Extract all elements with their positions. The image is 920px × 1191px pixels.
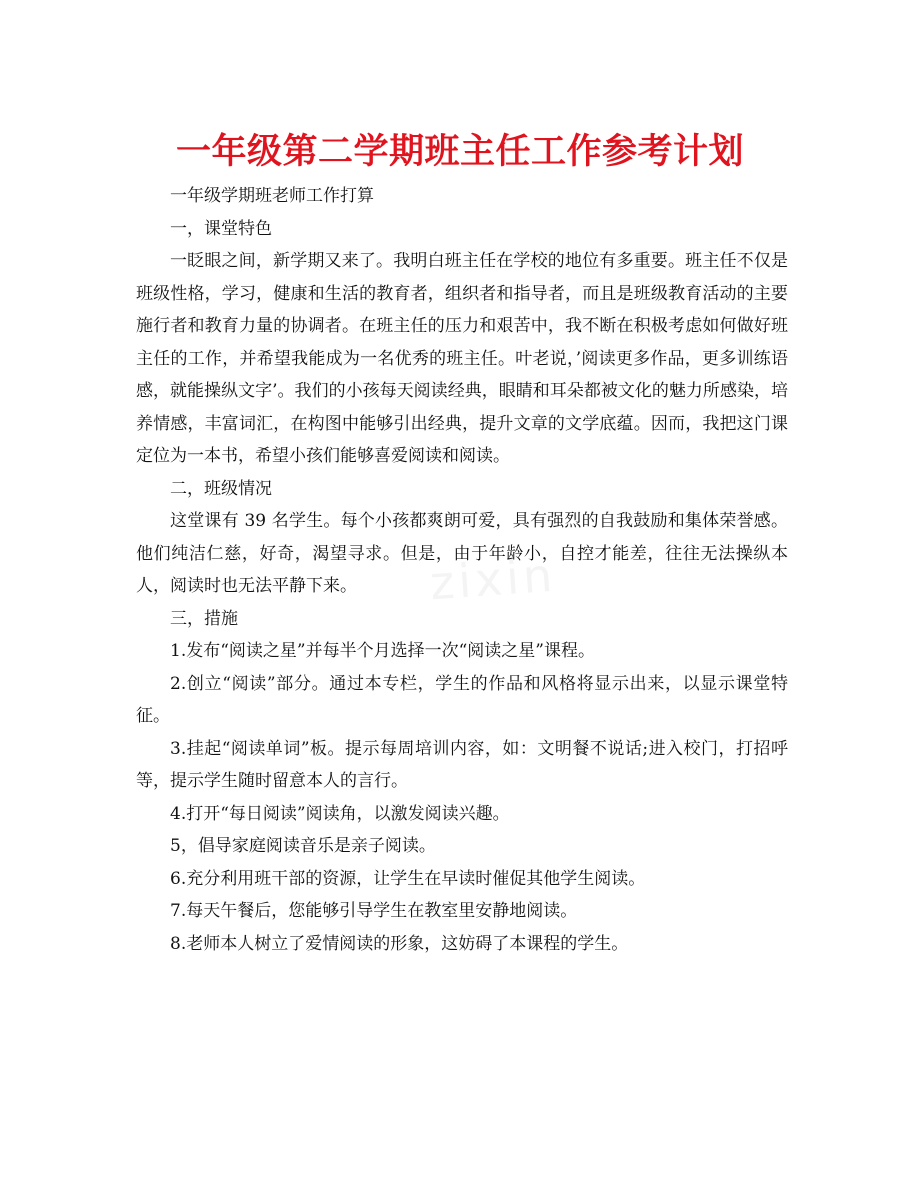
measure-item-7: 7.每天午餐后，您能够引导学生在教室里安静地阅读。	[170, 901, 578, 921]
watermark: zixin	[428, 547, 558, 611]
document-body	[136, 180, 788, 960]
measure-item-8: 8.老师本人树立了爱情阅读的形象，这妨碍了本课程的学生。	[170, 933, 629, 954]
measure-item-4: 4.打开“每日阅读”阅读角，以激发阅读兴趣。	[170, 803, 510, 824]
measure-item-6: 6.充分利用班干部的资源，让学生在早读时催促其他学生阅读。	[170, 868, 646, 889]
paragraph-class-features: 一眨眼之间，新学期又来了。我明白班主任在学校的地位有多重要。班主任不仅是班级性格，学习，健康和生活的教育者，组织者和指导者，而且是班级教育活动的主要施行者和教育力量的协调者。在班主任的压力和艰苦中，我不断在积极考虑如何做好班主任的工作，并希望我能成为一名优秀的班主任。叶老说，’阅读更多作品，更多训练语感，就能操纵文字’。我们的小孩每天阅读经典，眼睛和耳朵都被文化的魅力所感染，培养情感，丰富词汇，在构图中能够引出经典，提升文章的文学底蕴。因而，我把这门课定位为一本书，希望小孩们能够喜爱阅读和阅读。	[136, 251, 788, 466]
heading-section-1: 一，课堂特色	[170, 218, 272, 239]
measure-item-3: 3.挂起“阅读单词”板。提示每周培训内容，如：文明餐不说话;进入校门，打招呼等，提示学生随时留意本人的言行。	[136, 738, 788, 791]
paragraph-class-situation: 这堂课有 39 名学生。每个小孩都爽朗可爱，具有强烈的自我鼓励和集体荣誉感。他们纯洁仁慈，好奇，渴望寻求。但是，由于年龄小，自控才能差，往往无法操纵本人，阅读时也无法平静下来。	[136, 511, 788, 596]
heading-section-3: 三，措施	[170, 608, 238, 629]
measure-item-1: 1.发布“阅读之星”并每半个月选择一次“阅读之星”课程。	[170, 641, 595, 661]
heading-section-2: 二，班级情况	[170, 478, 272, 499]
paragraph-subtitle: 一年级学期班老师工作打算	[170, 186, 374, 206]
measure-item-2: 2.创立“阅读”部分。通过本专栏，学生的作品和风格将显示出来，以显示课堂特征。	[136, 673, 788, 726]
document-title: 一年级第二学期班主任工作参考计划	[175, 132, 744, 172]
measure-item-5: 5，倡导家庭阅读音乐是亲子阅读。	[170, 836, 436, 856]
